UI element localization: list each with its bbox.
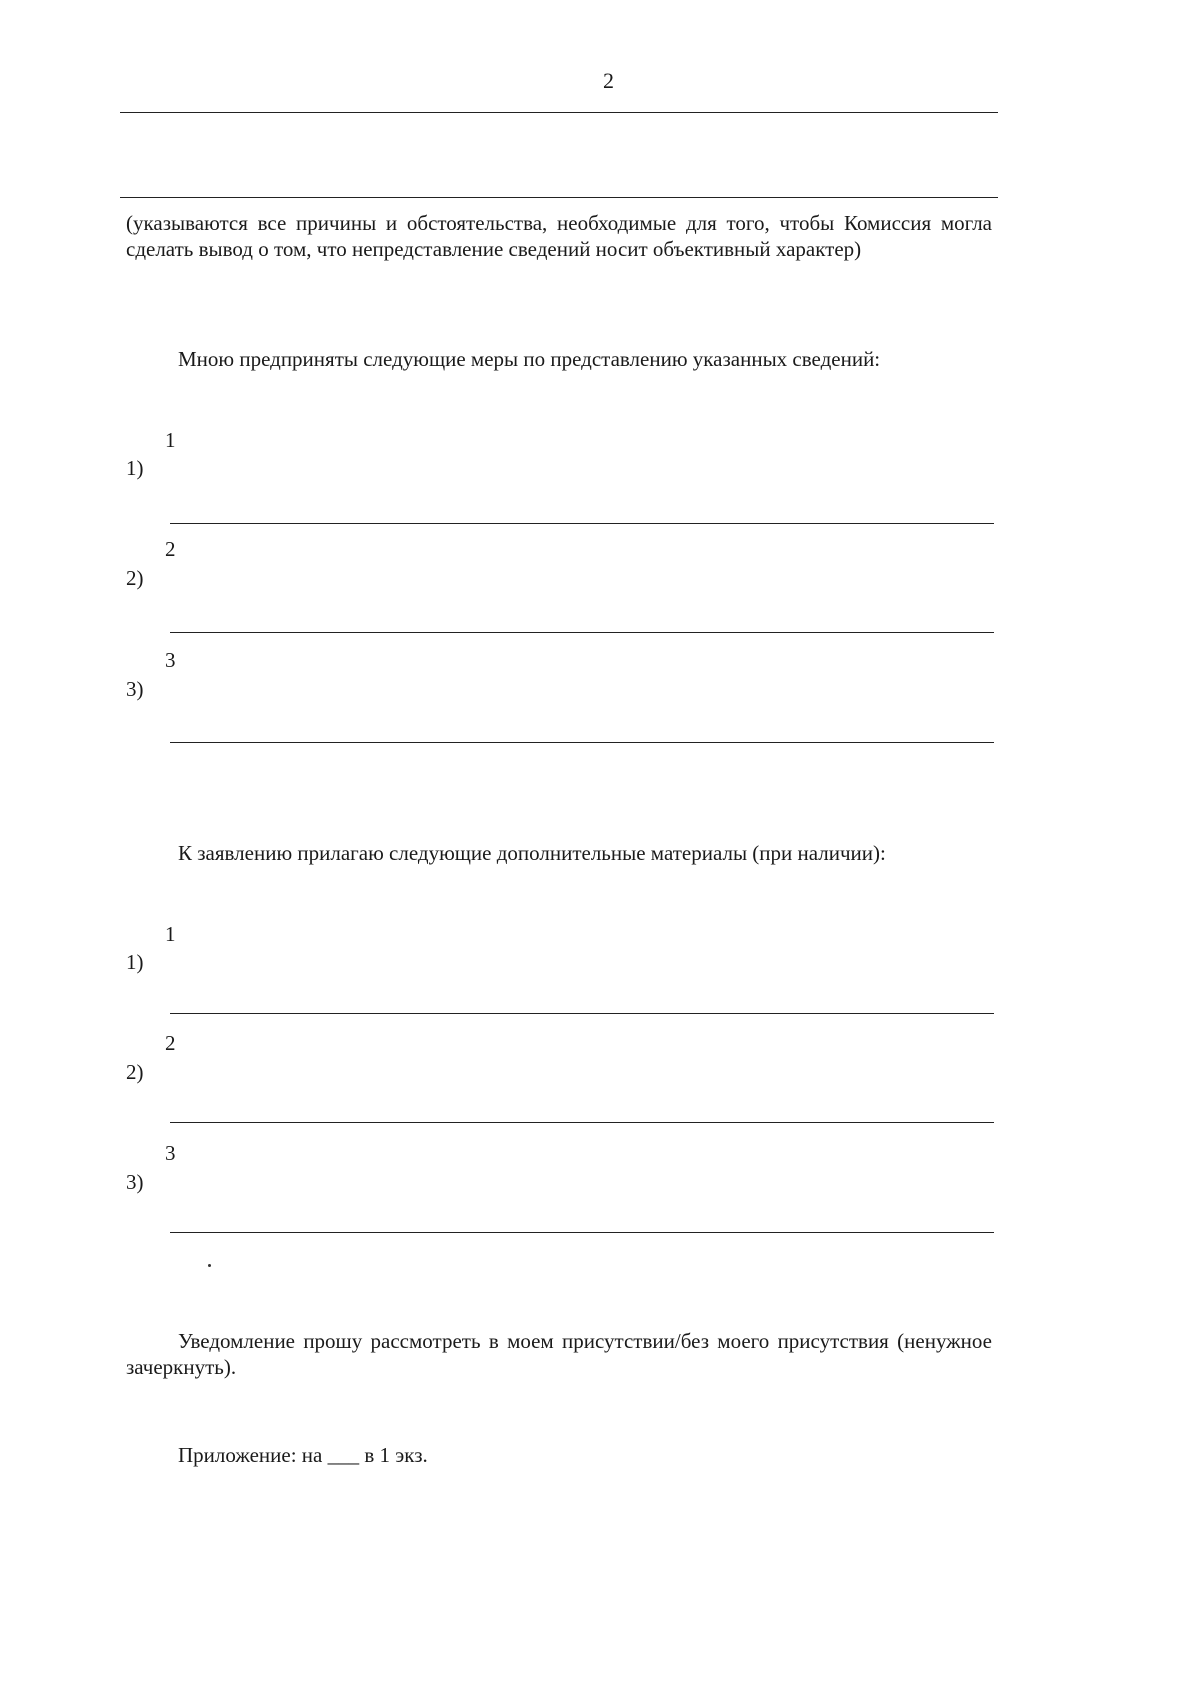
materials-item-1-sup: 1 xyxy=(165,922,176,946)
blank-line-reasons-2 xyxy=(120,197,998,198)
materials-item-3-sup: 3 xyxy=(165,1141,176,1165)
measures-item-3-sup: 3 xyxy=(165,648,176,672)
materials-item-1-label: 1) xyxy=(126,950,144,974)
measures-item-1-label: 1) xyxy=(126,456,144,480)
materials-item-2-label: 2) xyxy=(126,1060,144,1084)
materials-heading: К заявлению прилагаю следующие дополнительные материалы (при наличии): xyxy=(178,841,886,865)
blank-line-reasons-1 xyxy=(120,112,998,113)
measures-item-2-label: 2) xyxy=(126,566,144,590)
measures-item-2-sup: 2 xyxy=(165,537,176,561)
materials-item-2-sup: 2 xyxy=(165,1031,176,1055)
materials-item-2-blank-line xyxy=(170,1122,994,1123)
attachment-prefix: Приложение: на xyxy=(178,1443,323,1467)
attachment-line xyxy=(178,1442,428,1468)
page-number: 2 xyxy=(603,68,614,93)
measures-item-3-blank-line xyxy=(170,742,994,743)
materials-item-3-blank-line xyxy=(170,1232,994,1233)
measures-heading: Мною предприняты следующие меры по представлению указанных сведений: xyxy=(178,347,881,371)
attachment-blank: ___ xyxy=(327,1443,360,1467)
measures-item-1-blank-line xyxy=(170,523,994,524)
scan-speck xyxy=(208,1264,211,1267)
materials-item-3-label: 3) xyxy=(126,1170,144,1194)
measures-item-1-sup: 1 xyxy=(165,428,176,452)
measures-item-3-label: 3) xyxy=(126,677,144,701)
attachment-suffix: в 1 экз. xyxy=(364,1443,428,1467)
measures-item-2-blank-line xyxy=(170,632,994,633)
reasons-note: (указываются все причины и обстоятельства, необходимые для того, чтобы Комиссия могла сделать вывод о том, что непредставление сведений носит объективный характер) xyxy=(126,211,992,261)
presence-request: Уведомление прошу рассмотреть в моем присутствии/без моего присутствия (ненужное зачеркнуть). xyxy=(126,1329,992,1379)
materials-item-1-blank-line xyxy=(170,1013,994,1014)
